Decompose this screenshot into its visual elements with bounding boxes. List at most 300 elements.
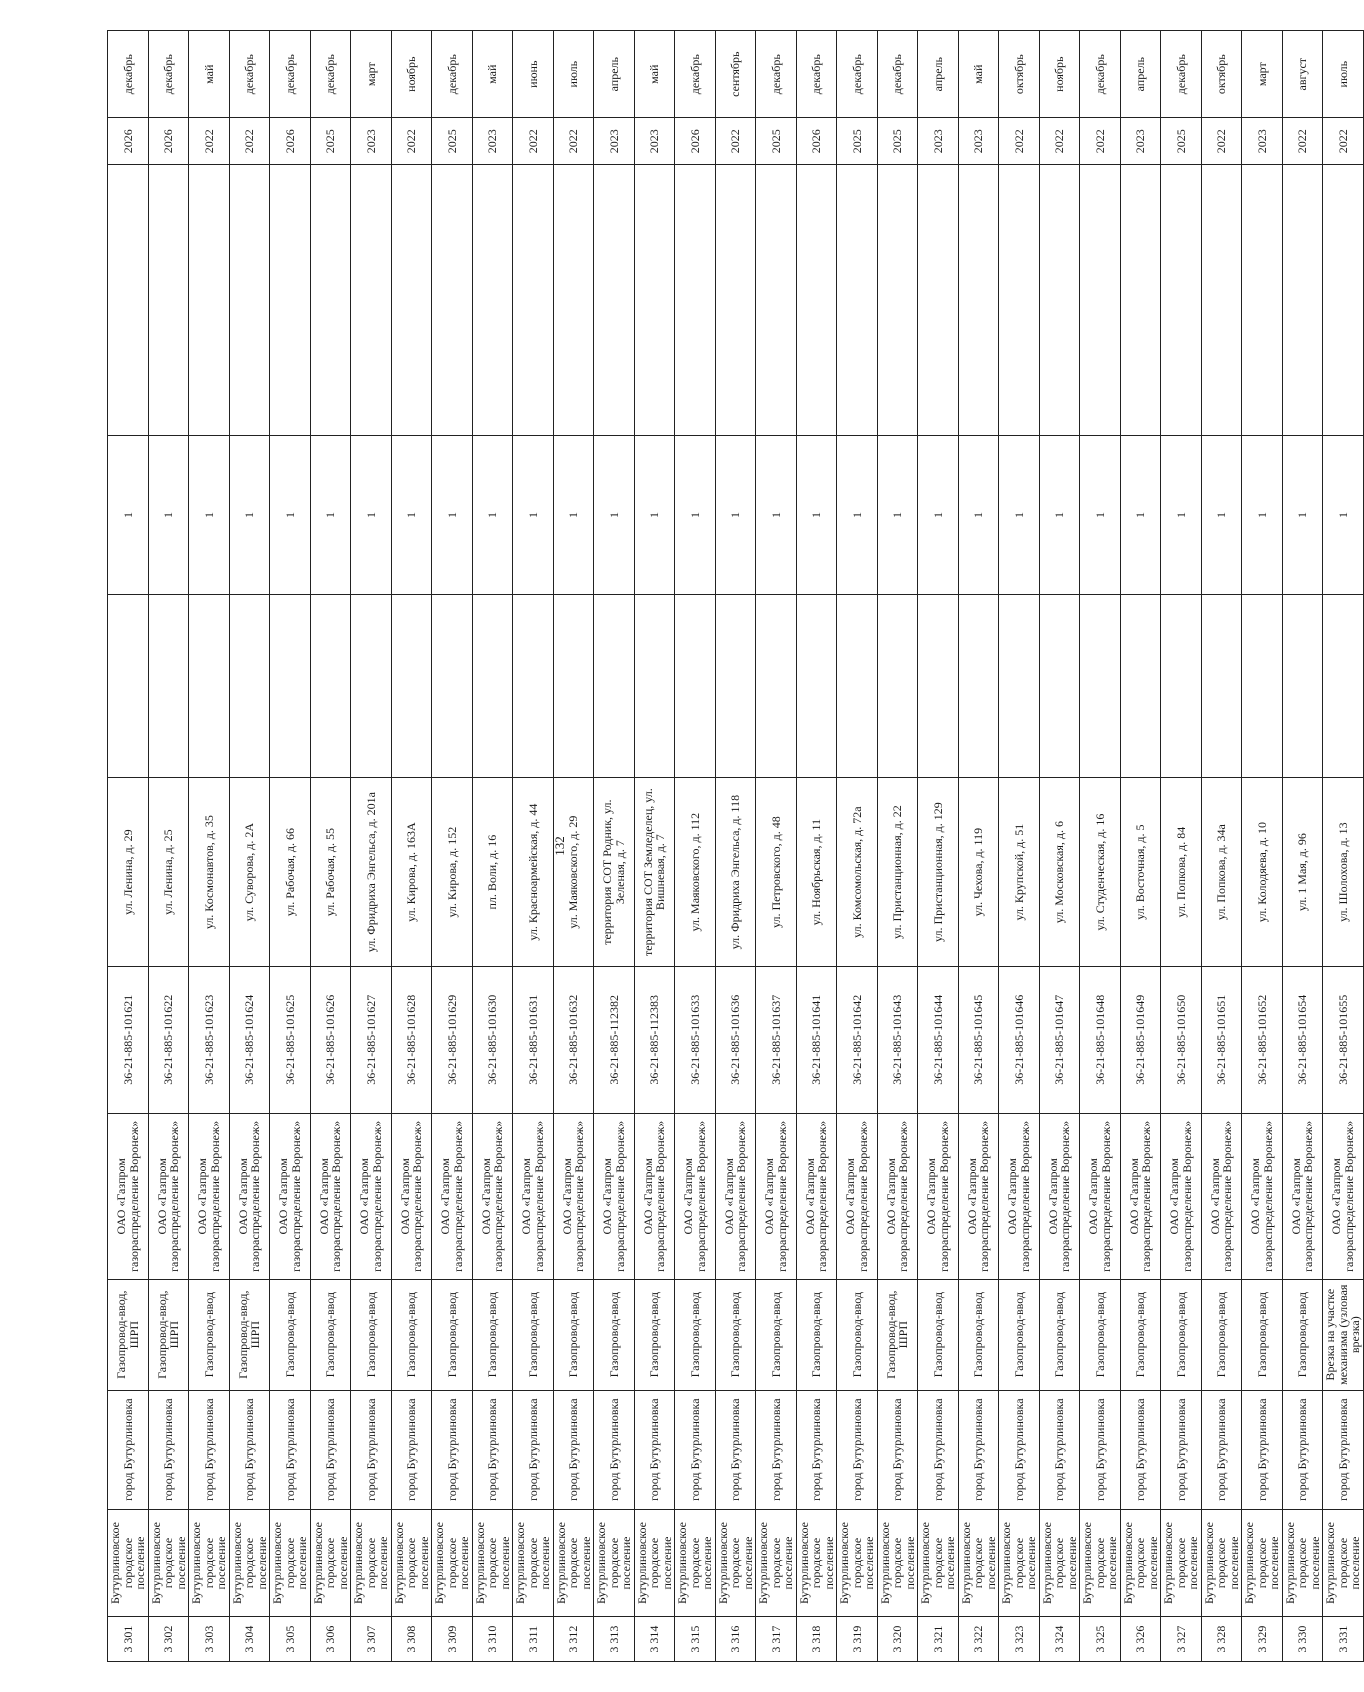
extra-cell <box>1120 595 1161 778</box>
object-type-cell: Газопровод-ввод <box>432 1279 473 1390</box>
row-number: 3 303 <box>189 1617 230 1662</box>
address-cell: ул. Ленина, д. 29 <box>108 778 149 966</box>
quantity-cell: 1 <box>1080 435 1121 595</box>
object-type-cell: Газопровод-ввод <box>594 1279 635 1390</box>
table-row <box>675 31 716 1662</box>
owner-cell: ОАО «Газпром газораспределение Воронеж» <box>1120 1113 1161 1279</box>
extra-cell <box>918 595 959 778</box>
quantity-cell: 1 <box>594 435 635 595</box>
address-cell: ул. Студенческая, д. 16 <box>1080 778 1121 966</box>
address-cell: ул. Маяковского, д. 112 <box>675 778 716 966</box>
year-cell: 2022 <box>189 118 230 165</box>
row-number: 3 316 <box>715 1617 756 1662</box>
locality-cell: город Бутурлиновка <box>1120 1390 1161 1509</box>
locality-cell: город Бутурлиновка <box>351 1390 392 1509</box>
month-cell: декабрь <box>310 31 351 118</box>
cadastral-number-cell: 36-21-885-101646 <box>999 966 1040 1113</box>
month-cell: апрель <box>1120 31 1161 118</box>
year-cell: 2026 <box>270 118 311 165</box>
cadastral-number-cell: 36-21-885-101622 <box>148 966 189 1113</box>
extra-cell <box>472 595 513 778</box>
year-cell: 2026 <box>675 118 716 165</box>
blank-cell <box>634 165 675 435</box>
address-cell: ул. Пристанционная, д. 129 <box>918 778 959 966</box>
object-type-cell: Газопровод-ввод <box>270 1279 311 1390</box>
owner-cell: ОАО «Газпром газораспределение Воронеж» <box>391 1113 432 1279</box>
object-type-cell: Газопровод-ввод <box>351 1279 392 1390</box>
cadastral-number-cell: 36-21-885-101626 <box>310 966 351 1113</box>
locality-cell: город Бутурлиновка <box>1242 1390 1283 1509</box>
blank-cell <box>1080 165 1121 435</box>
locality-cell: город Бутурлиновка <box>675 1390 716 1509</box>
quantity-cell: 1 <box>756 435 797 595</box>
locality-cell: город Бутурлиновка <box>553 1390 594 1509</box>
table-body <box>108 31 1364 1662</box>
settlement-cell: Бутурлиновское городское поселение <box>594 1509 635 1617</box>
address-cell: ул. Пристанционная, д. 22 <box>877 778 918 966</box>
year-cell: 2022 <box>229 118 270 165</box>
owner-cell: ОАО «Газпром газораспределение Воронеж» <box>148 1113 189 1279</box>
settlement-cell: Бутурлиновское городское поселение <box>1161 1509 1202 1617</box>
owner-cell: ОАО «Газпром газораспределение Воронеж» <box>877 1113 918 1279</box>
year-cell: 2025 <box>756 118 797 165</box>
cadastral-number-cell: 36-21-885-101651 <box>1201 966 1242 1113</box>
month-cell: октябрь <box>1201 31 1242 118</box>
month-cell: декабрь <box>1161 31 1202 118</box>
quantity-cell: 1 <box>270 435 311 595</box>
blank-cell <box>351 165 392 435</box>
address-cell: пл. Воли, д. 16 <box>472 778 513 966</box>
year-cell: 2023 <box>1120 118 1161 165</box>
cadastral-number-cell: 36-21-885-101625 <box>270 966 311 1113</box>
row-number: 3 329 <box>1242 1617 1283 1662</box>
address-cell: ул. Фридриха Энгельса, д. 201а <box>351 778 392 966</box>
year-cell: 2022 <box>553 118 594 165</box>
year-cell: 2026 <box>796 118 837 165</box>
row-number: 3 330 <box>1282 1617 1323 1662</box>
cadastral-number-cell: 36-21-885-101647 <box>1039 966 1080 1113</box>
locality-cell: город Бутурлиновка <box>229 1390 270 1509</box>
cadastral-number-cell: 36-21-885-112383 <box>634 966 675 1113</box>
table-row <box>756 31 797 1662</box>
address-cell: ул. 1 Мая, д. 96 <box>1282 778 1323 966</box>
settlement-cell: Бутурлиновское городское поселение <box>310 1509 351 1617</box>
cadastral-number-cell: 36-21-885-101637 <box>756 966 797 1113</box>
settlement-cell: Бутурлиновское городское поселение <box>189 1509 230 1617</box>
blank-cell <box>594 165 635 435</box>
extra-cell <box>229 595 270 778</box>
quantity-cell: 1 <box>1161 435 1202 595</box>
address-cell: ул. Чехова, д. 119 <box>958 778 999 966</box>
table-row <box>634 31 675 1662</box>
locality-cell: город Бутурлиновка <box>108 1390 149 1509</box>
row-number: 3 305 <box>270 1617 311 1662</box>
row-number: 3 312 <box>553 1617 594 1662</box>
extra-cell <box>1323 595 1364 778</box>
month-cell: март <box>351 31 392 118</box>
year-cell: 2022 <box>1201 118 1242 165</box>
object-type-cell: Газопровод-ввод, ШРП <box>108 1279 149 1390</box>
locality-cell: город Бутурлиновка <box>877 1390 918 1509</box>
row-number: 3 308 <box>391 1617 432 1662</box>
settlement-cell: Бутурлиновское городское поселение <box>432 1509 473 1617</box>
object-type-cell: Газопровод-ввод <box>1039 1279 1080 1390</box>
quantity-cell: 1 <box>958 435 999 595</box>
month-cell: декабрь <box>796 31 837 118</box>
locality-cell: город Бутурлиновка <box>796 1390 837 1509</box>
settlement-cell: Бутурлиновское городское поселение <box>270 1509 311 1617</box>
table-row <box>108 31 149 1662</box>
row-number: 3 331 <box>1323 1617 1364 1662</box>
owner-cell: ОАО «Газпром газораспределение Воронеж» <box>918 1113 959 1279</box>
locality-cell: город Бутурлиновка <box>310 1390 351 1509</box>
year-cell: 2025 <box>1161 118 1202 165</box>
object-type-cell: Газопровод-ввод <box>1282 1279 1323 1390</box>
cadastral-number-cell: 36-21-885-101624 <box>229 966 270 1113</box>
month-cell: декабрь <box>432 31 473 118</box>
quantity-cell: 1 <box>229 435 270 595</box>
extra-cell <box>1282 595 1323 778</box>
month-cell: май <box>634 31 675 118</box>
owner-cell: ОАО «Газпром газораспределение Воронеж» <box>1039 1113 1080 1279</box>
address-cell: ул. Комсомольская, д. 72а <box>837 778 878 966</box>
month-cell: май <box>189 31 230 118</box>
owner-cell: ОАО «Газпром газораспределение Воронеж» <box>1201 1113 1242 1279</box>
blank-cell <box>756 165 797 435</box>
object-type-cell: Газопровод-ввод, ШРП <box>877 1279 918 1390</box>
quantity-cell: 1 <box>1201 435 1242 595</box>
table-row <box>877 31 918 1662</box>
month-cell: декабрь <box>877 31 918 118</box>
quantity-cell: 1 <box>1039 435 1080 595</box>
address-cell: территория СОТ Родник, ул. Зеленая, д. 7 <box>594 778 635 966</box>
extra-cell <box>999 595 1040 778</box>
address-cell: ул. Московская, д. 6 <box>1039 778 1080 966</box>
locality-cell: город Бутурлиновка <box>391 1390 432 1509</box>
row-number: 3 314 <box>634 1617 675 1662</box>
locality-cell: город Бутурлиновка <box>148 1390 189 1509</box>
object-type-cell: Газопровод-ввод <box>796 1279 837 1390</box>
row-number: 3 321 <box>918 1617 959 1662</box>
year-cell: 2023 <box>958 118 999 165</box>
quantity-cell: 1 <box>189 435 230 595</box>
locality-cell: город Бутурлиновка <box>1039 1390 1080 1509</box>
address-cell: ул. Попкова, д. 84 <box>1161 778 1202 966</box>
month-cell: апрель <box>918 31 959 118</box>
row-number: 3 302 <box>148 1617 189 1662</box>
table-row <box>553 31 594 1662</box>
table-row <box>310 31 351 1662</box>
owner-cell: ОАО «Газпром газораспределение Воронеж» <box>472 1113 513 1279</box>
year-cell: 2023 <box>594 118 635 165</box>
quantity-cell: 1 <box>837 435 878 595</box>
extra-cell <box>594 595 635 778</box>
extra-cell <box>553 595 594 778</box>
extra-cell <box>108 595 149 778</box>
owner-cell: ОАО «Газпром газораспределение Воронеж» <box>1080 1113 1121 1279</box>
extra-cell <box>189 595 230 778</box>
address-cell: ул. Красноармейская, д. 44 <box>513 778 554 966</box>
table-row <box>1080 31 1121 1662</box>
address-cell: ул. Кирова, д. 152 <box>432 778 473 966</box>
owner-cell: ОАО «Газпром газораспределение Воронеж» <box>594 1113 635 1279</box>
owner-cell: ОАО «Газпром газораспределение Воронеж» <box>229 1113 270 1279</box>
extra-cell <box>1039 595 1080 778</box>
quantity-cell: 1 <box>391 435 432 595</box>
page-number: 132 <box>552 836 567 856</box>
cadastral-number-cell: 36-21-885-101645 <box>958 966 999 1113</box>
table-row <box>1120 31 1161 1662</box>
locality-cell: город Бутурлиновка <box>1282 1390 1323 1509</box>
object-type-cell: Газопровод-ввод <box>756 1279 797 1390</box>
object-type-cell: Газопровод-ввод <box>391 1279 432 1390</box>
month-cell: октябрь <box>999 31 1040 118</box>
settlement-cell: Бутурлиновское городское поселение <box>999 1509 1040 1617</box>
extra-cell <box>634 595 675 778</box>
address-cell: ул. Фридриха Энгельса, д. 118 <box>715 778 756 966</box>
cadastral-number-cell: 36-21-885-101629 <box>432 966 473 1113</box>
table-row <box>189 31 230 1662</box>
owner-cell: ОАО «Газпром газораспределение Воронеж» <box>837 1113 878 1279</box>
locality-cell: город Бутурлиновка <box>432 1390 473 1509</box>
extra-cell <box>391 595 432 778</box>
owner-cell: ОАО «Газпром газораспределение Воронеж» <box>796 1113 837 1279</box>
owner-cell: ОАО «Газпром газораспределение Воронеж» <box>1323 1113 1364 1279</box>
year-cell: 2022 <box>999 118 1040 165</box>
address-cell: ул. Восточная, д. 5 <box>1120 778 1161 966</box>
quantity-cell: 1 <box>634 435 675 595</box>
quantity-cell: 1 <box>472 435 513 595</box>
object-type-cell: Газопровод-ввод <box>675 1279 716 1390</box>
extra-cell <box>310 595 351 778</box>
extra-cell <box>1201 595 1242 778</box>
settlement-cell: Бутурлиновское городское поселение <box>877 1509 918 1617</box>
month-cell: апрель <box>594 31 635 118</box>
blank-cell <box>1039 165 1080 435</box>
cadastral-number-cell: 36-21-885-101641 <box>796 966 837 1113</box>
row-number: 3 313 <box>594 1617 635 1662</box>
blank-cell <box>391 165 432 435</box>
blank-cell <box>148 165 189 435</box>
blank-cell <box>877 165 918 435</box>
owner-cell: ОАО «Газпром газораспределение Воронеж» <box>1161 1113 1202 1279</box>
blank-cell <box>553 165 594 435</box>
row-number: 3 328 <box>1201 1617 1242 1662</box>
locality-cell: город Бутурлиновка <box>1161 1390 1202 1509</box>
owner-cell: ОАО «Газпром газораспределение Воронеж» <box>108 1113 149 1279</box>
extra-cell <box>1242 595 1283 778</box>
cadastral-number-cell: 36-21-885-101623 <box>189 966 230 1113</box>
extra-cell <box>958 595 999 778</box>
extra-cell <box>148 595 189 778</box>
quantity-cell: 1 <box>1242 435 1283 595</box>
year-cell: 2022 <box>1080 118 1121 165</box>
address-cell: ул. Рабочая, д. 66 <box>270 778 311 966</box>
month-cell: июль <box>553 31 594 118</box>
object-type-cell: Газопровод-ввод <box>1161 1279 1202 1390</box>
blank-cell <box>189 165 230 435</box>
row-number: 3 311 <box>513 1617 554 1662</box>
object-type-cell: Газопровод-ввод <box>999 1279 1040 1390</box>
row-number: 3 324 <box>1039 1617 1080 1662</box>
quantity-cell: 1 <box>148 435 189 595</box>
address-cell: ул. Крупской, д. 51 <box>999 778 1040 966</box>
quantity-cell: 1 <box>553 435 594 595</box>
quantity-cell: 1 <box>999 435 1040 595</box>
table-row <box>715 31 756 1662</box>
object-type-cell: Газопровод-ввод <box>189 1279 230 1390</box>
settlement-cell: Бутурлиновское городское поселение <box>472 1509 513 1617</box>
settlement-cell: Бутурлиновское городское поселение <box>796 1509 837 1617</box>
blank-cell <box>513 165 554 435</box>
table-row <box>1323 31 1364 1662</box>
cadastral-number-cell: 36-21-885-101630 <box>472 966 513 1113</box>
table-row <box>796 31 837 1662</box>
cadastral-number-cell: 36-21-885-101644 <box>918 966 959 1113</box>
extra-cell <box>432 595 473 778</box>
year-cell: 2023 <box>351 118 392 165</box>
blank-cell <box>999 165 1040 435</box>
blank-cell <box>1282 165 1323 435</box>
year-cell: 2022 <box>1039 118 1080 165</box>
table-row <box>391 31 432 1662</box>
month-cell: май <box>472 31 513 118</box>
owner-cell: ОАО «Газпром газораспределение Воронеж» <box>958 1113 999 1279</box>
object-type-cell: Врезка на участке механизма (узловая врезка) <box>1323 1279 1364 1390</box>
locality-cell: город Бутурлиновка <box>837 1390 878 1509</box>
cadastral-number-cell: 36-21-885-101631 <box>513 966 554 1113</box>
month-cell: август <box>1282 31 1323 118</box>
blank-cell <box>1161 165 1202 435</box>
year-cell: 2025 <box>837 118 878 165</box>
row-number: 3 323 <box>999 1617 1040 1662</box>
locality-cell: город Бутурлиновка <box>958 1390 999 1509</box>
blank-cell <box>837 165 878 435</box>
year-cell: 2025 <box>310 118 351 165</box>
blank-cell <box>918 165 959 435</box>
settlement-cell: Бутурлиновское городское поселение <box>513 1509 554 1617</box>
year-cell: 2026 <box>148 118 189 165</box>
quantity-cell: 1 <box>1120 435 1161 595</box>
row-number: 3 306 <box>310 1617 351 1662</box>
locality-cell: город Бутурлиновка <box>756 1390 797 1509</box>
blank-cell <box>715 165 756 435</box>
blank-cell <box>675 165 716 435</box>
year-cell: 2026 <box>108 118 149 165</box>
quantity-cell: 1 <box>351 435 392 595</box>
locality-cell: город Бутурлиновка <box>594 1390 635 1509</box>
table-row <box>837 31 878 1662</box>
settlement-cell: Бутурлиновское городское поселение <box>1039 1509 1080 1617</box>
owner-cell: ОАО «Газпром газораспределение Воронеж» <box>553 1113 594 1279</box>
month-cell: июнь <box>513 31 554 118</box>
object-type-cell: Газопровод-ввод <box>1201 1279 1242 1390</box>
object-type-cell: Газопровод-ввод <box>715 1279 756 1390</box>
month-cell: декабрь <box>229 31 270 118</box>
settlement-cell: Бутурлиновское городское поселение <box>1282 1509 1323 1617</box>
extra-cell <box>270 595 311 778</box>
month-cell: июль <box>1323 31 1364 118</box>
object-type-cell: Газопровод-ввод <box>918 1279 959 1390</box>
object-type-cell: Газопровод-ввод <box>310 1279 351 1390</box>
locality-cell: город Бутурлиновка <box>715 1390 756 1509</box>
cadastral-number-cell: 36-21-885-101650 <box>1161 966 1202 1113</box>
quantity-cell: 1 <box>675 435 716 595</box>
blank-cell <box>108 165 149 435</box>
address-cell: ул. Кирова, д. 163А <box>391 778 432 966</box>
year-cell: 2023 <box>634 118 675 165</box>
settlement-cell: Бутурлиновское городское поселение <box>675 1509 716 1617</box>
address-cell: территория СОТ Земледелец, ул. Вишневая, д. 7 <box>634 778 675 966</box>
year-cell: 2022 <box>513 118 554 165</box>
settlement-cell: Бутурлиновское городское поселение <box>351 1509 392 1617</box>
row-number: 3 301 <box>108 1617 149 1662</box>
owner-cell: ОАО «Газпром газораспределение Воронеж» <box>351 1113 392 1279</box>
rotated-table-area <box>107 30 1362 1662</box>
locality-cell: город Бутурлиновка <box>918 1390 959 1509</box>
row-number: 3 317 <box>756 1617 797 1662</box>
object-type-cell: Газопровод-ввод <box>958 1279 999 1390</box>
blank-cell <box>796 165 837 435</box>
month-cell: март <box>1242 31 1283 118</box>
object-type-cell: Газопровод-ввод <box>1242 1279 1283 1390</box>
owner-cell: ОАО «Газпром газораспределение Воронеж» <box>756 1113 797 1279</box>
settlement-cell: Бутурлиновское городское поселение <box>1080 1509 1121 1617</box>
object-type-cell: Газопровод-ввод <box>553 1279 594 1390</box>
year-cell: 2023 <box>1242 118 1283 165</box>
row-number: 3 310 <box>472 1617 513 1662</box>
cadastral-number-cell: 36-21-885-101636 <box>715 966 756 1113</box>
table-row <box>1161 31 1202 1662</box>
blank-cell <box>270 165 311 435</box>
extra-cell <box>675 595 716 778</box>
table-row <box>229 31 270 1662</box>
extra-cell <box>715 595 756 778</box>
owner-cell: ОАО «Газпром газораспределение Воронеж» <box>675 1113 716 1279</box>
row-number: 3 315 <box>675 1617 716 1662</box>
month-cell: май <box>958 31 999 118</box>
locality-cell: город Бутурлиновка <box>1323 1390 1364 1509</box>
owner-cell: ОАО «Газпром газораспределение Воронеж» <box>634 1113 675 1279</box>
quantity-cell: 1 <box>796 435 837 595</box>
cadastral-number-cell: 36-21-885-101632 <box>553 966 594 1113</box>
cadastral-number-cell: 36-21-885-112382 <box>594 966 635 1113</box>
address-cell: ул. Суворова, д. 2А <box>229 778 270 966</box>
extra-cell <box>513 595 554 778</box>
extra-cell <box>877 595 918 778</box>
settlement-cell: Бутурлиновское городское поселение <box>229 1509 270 1617</box>
table-row <box>958 31 999 1662</box>
cadastral-number-cell: 36-21-885-101621 <box>108 966 149 1113</box>
quantity-cell: 1 <box>432 435 473 595</box>
blank-cell <box>958 165 999 435</box>
quantity-cell: 1 <box>108 435 149 595</box>
extra-cell <box>837 595 878 778</box>
row-number: 3 307 <box>351 1617 392 1662</box>
address-cell: ул. Рабочая, д. 55 <box>310 778 351 966</box>
table-row <box>513 31 554 1662</box>
address-cell: ул. Ленина, д. 25 <box>148 778 189 966</box>
row-number: 3 320 <box>877 1617 918 1662</box>
row-number: 3 322 <box>958 1617 999 1662</box>
object-type-cell: Газопровод-ввод <box>513 1279 554 1390</box>
cadastral-number-cell: 36-21-885-101642 <box>837 966 878 1113</box>
cadastral-number-cell: 36-21-885-101655 <box>1323 966 1364 1113</box>
cadastral-number-cell: 36-21-885-101649 <box>1120 966 1161 1113</box>
quantity-cell: 1 <box>310 435 351 595</box>
cadastral-number-cell: 36-21-885-101648 <box>1080 966 1121 1113</box>
table-row <box>1242 31 1283 1662</box>
